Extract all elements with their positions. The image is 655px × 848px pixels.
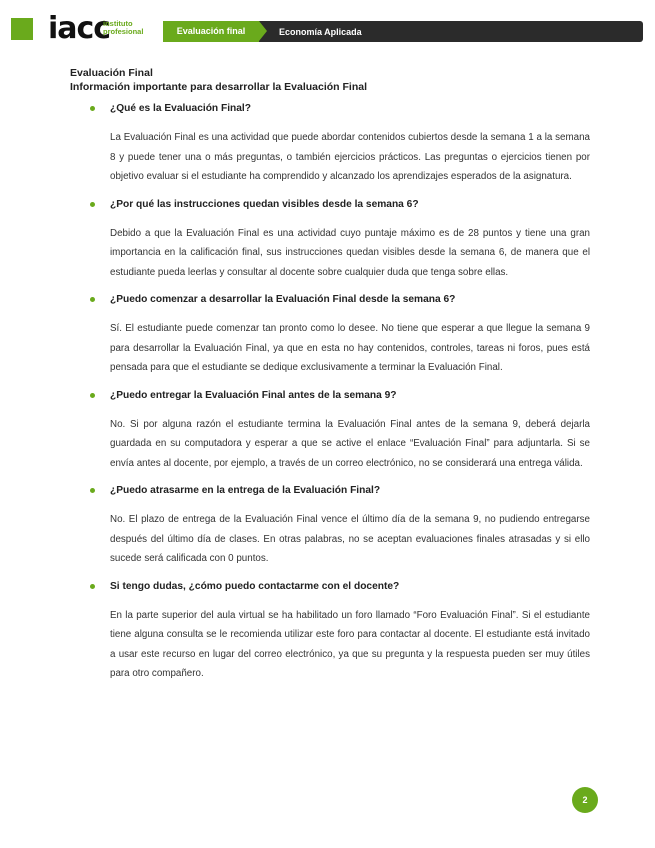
- faq-question: [90, 580, 590, 594]
- faq-question-text: ¿Puedo atrasarme en la entrega de la Evaluación Final?: [110, 485, 381, 496]
- tab-arrow-icon: [259, 21, 267, 41]
- faq-question-text: ¿Qué es la Evaluación Final?: [110, 103, 251, 114]
- tab-evaluacion-final: Evaluación final: [163, 21, 259, 42]
- logo-sub-line-1: instituto: [103, 19, 133, 28]
- course-title: Economía Aplicada: [279, 27, 362, 37]
- faq-answer: En la parte superior del aula virtual se ha habilitado un foro llamado “Foro Evaluación Final”. Si el estudiante tiene alguna consulta se le recomienda utilizar este foro para contactar al docente. El estudiante está invitado a usar este recurso en lugar del correo electrónico, ya que su pregunta y la respuesta pueden ser muy útiles para otro compañero.: [110, 609, 590, 679]
- bullet-icon: [90, 488, 95, 493]
- document-heading: [70, 66, 367, 94]
- bullet-icon: [90, 584, 95, 589]
- faq-question: [90, 389, 590, 403]
- page-subtitle: Información importante para desarrollar la Evaluación Final: [70, 81, 367, 93]
- faq-question-text: Si tengo dudas, ¿cómo puedo contactarme con el docente?: [110, 580, 400, 592]
- faq-question: [90, 293, 590, 307]
- bullet-icon: [90, 106, 95, 111]
- bullet-icon: [90, 393, 95, 398]
- faq-question-text: ¿Puedo comenzar a desarrollar la Evaluación Final desde la semana 6?: [110, 294, 456, 305]
- faq-list: [90, 102, 590, 695]
- faq-answer: Sí. El estudiante puede comenzar tan pronto como lo desee. No tiene que esperar a que llegue la semana 9 para desarrollar la Evaluación Final, ya que en esta no hay contenidos, controles, tareas ni foros, pues está pensada para que el estudiante se dedique exclusivamente a terminar la Evaluación Final.: [110, 323, 590, 373]
- logo: iacc: [48, 11, 111, 46]
- faq-question: [90, 102, 590, 116]
- faq-question: [90, 198, 590, 212]
- bullet-icon: [90, 202, 95, 207]
- faq-question-text: ¿Puedo entregar la Evaluación Final antes de la semana 9?: [110, 389, 397, 401]
- faq-answer: No. El plazo de entrega de la Evaluación Final vence el último día de la semana 9, no pudiendo entregarse después del último día de clases. En otras palabras, no se aceptan evaluaciones finales atrasadas y si ello sucede será calificada con 0 puntos.: [110, 514, 590, 564]
- logo-subtitle: [103, 20, 143, 36]
- logo-sub-line-2: profesional: [103, 27, 144, 36]
- page-number-badge: 2: [572, 787, 598, 813]
- bullet-icon: [90, 297, 95, 302]
- page-title: Evaluación Final: [70, 67, 153, 79]
- faq-question: [90, 484, 590, 498]
- faq-answer: No. Si por alguna razón el estudiante termina la Evaluación Final antes de la semana 9, deberá dejarla guardada en su computadora y esperar a que se active el enlace “Evaluación Final” para adjuntarla. Si se envía antes al docente, por ejemplo, a través de un correo electrónico, no se considerará una entrega válida.: [110, 418, 590, 469]
- faq-answer: La Evaluación Final es una actividad que puede abordar contenidos cubiertos desde la semana 1 a la semana 8 y puede tener una o más preguntas, o también ejercicios prácticos. Las preguntas o ejercicios tienen por objetivo evaluar si el estudiante ha comprendido y alcanzado los aprendizajes esperados de la asignatura.: [110, 132, 590, 182]
- faq-answer: Debido a que la Evaluación Final es una actividad cuyo puntaje máximo es de 28 puntos y tiene una gran importancia en la calificación final, sus instrucciones quedan visibles desde la semana 6, de manera que el estudiante pueda leerlas y consultar al docente sobre cualquier duda que tenga sobre ellas.: [110, 227, 590, 278]
- logo-square-icon: [11, 18, 33, 40]
- faq-question-text: ¿Por qué las instrucciones quedan visibles desde la semana 6?: [110, 198, 419, 210]
